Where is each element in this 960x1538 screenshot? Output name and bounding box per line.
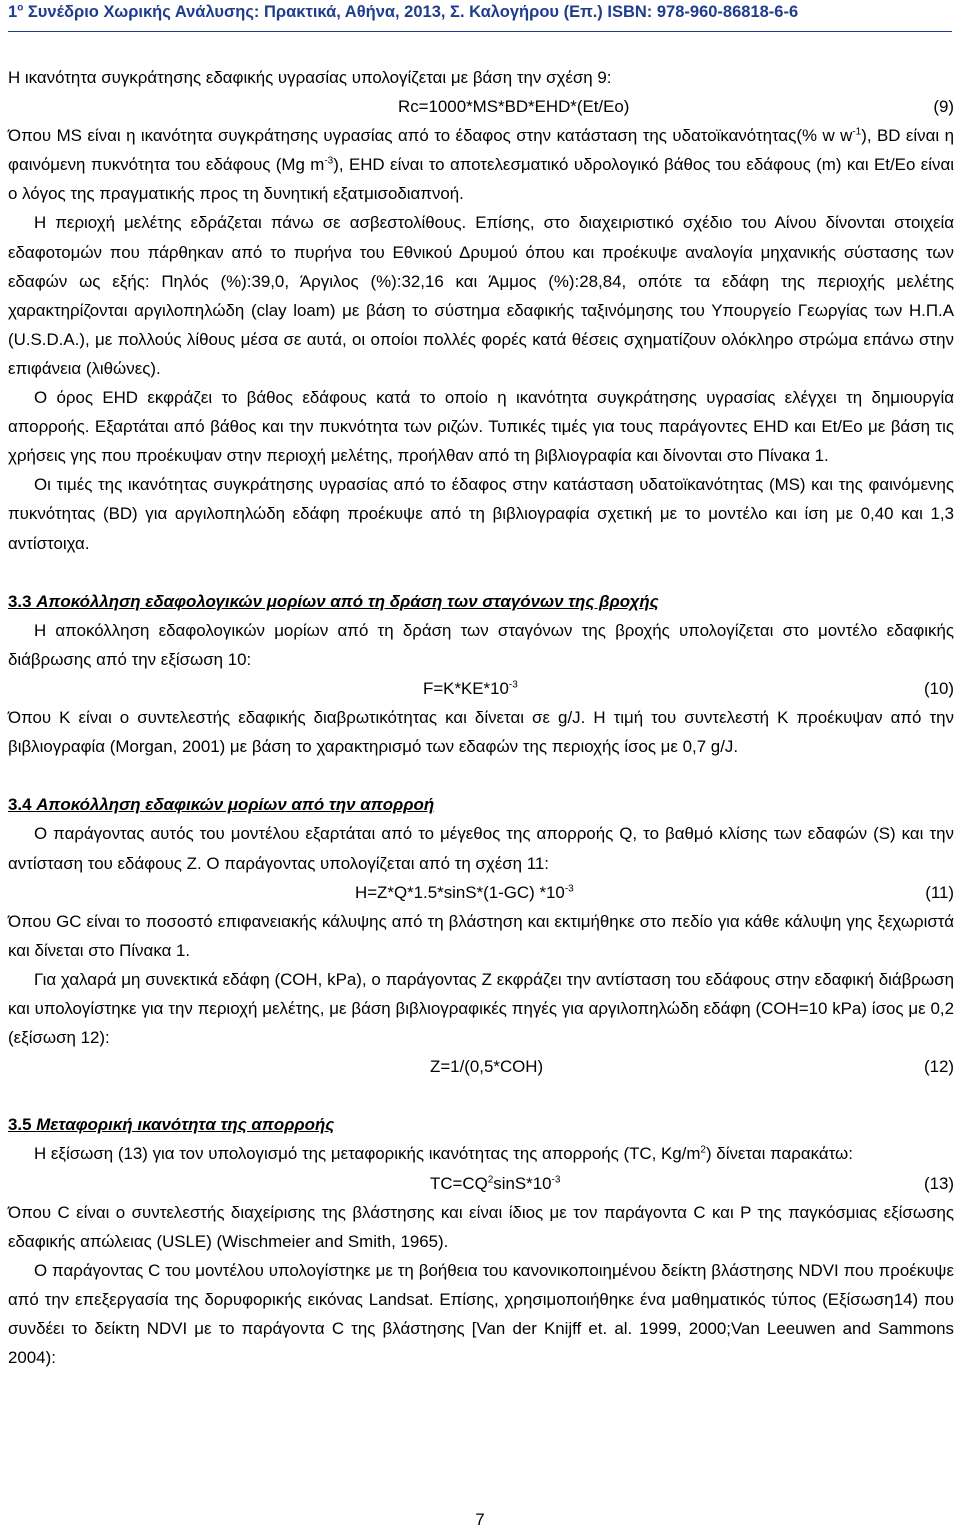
paragraph-z-factor: Για χαλαρά μη συνεκτικά εδάφη (COH, kPa), ο παράγοντας Z εκφράζει την αντίσταση του εδάφους στην εδαφική διάβρωση και υπολογίστηκε για την περιοχή μελέτης, με βάση βιβλιογραφικές πηγές για αργιλοπηλώδη εδάφη (COH=10 kPa) ίσος με 0,2 (εξίσωση 12):	[8, 969, 954, 1048]
superscript: -3	[508, 679, 518, 691]
section-number: 3.3	[8, 591, 37, 611]
superscript: 2	[700, 1144, 706, 1156]
section-number: 3.4	[8, 795, 37, 815]
text-span: ), EHD είναι το αποτελεσματικό υδρολογικό βάθος του εδάφους (m) και Et/Eo είναι ο λόγος της πραγματικής προς τη δυνητική εξατμισοδιαπνοή.	[8, 155, 954, 204]
equation-9-number: (9)	[933, 97, 954, 117]
equation-11-number: (11)	[925, 882, 954, 902]
section-heading-3-4	[8, 790, 954, 819]
paragraph-rain-detachment: Η αποκόλληση εδαφολογικών μορίων από τη δράση των σταγόνων της βροχής υπολογίζεται στο μοντέλο εδαφικής διάβρωσης από την εξίσωση 10:	[8, 620, 954, 669]
paragraph-intro-eq9: Η ικανότητα συγκράτησης εδαφικής υγρασίας υπολογίζεται με βάση την σχέση 9:	[8, 68, 612, 87]
paragraph-ms-bd-values: Οι τιμές της ικανότητας συγκράτησης υγρασίας από το έδαφος στην κατάσταση υδατοϊκανότητας (MS) και της φαινόμενης πυκνότητας (BD) για αργιλοπηλώδη εδάφη προέκυψε από τη βιβλιογραφία σχετική με το μοντέλο και ίση με 0,40 και 1,3 αντίστοιχα.	[8, 475, 954, 553]
text-span: Όπου MS είναι η ικανότητα συγκράτησης υγρασίας από το έδαφος στην κατάσταση της υδατοϊκανότητας(% w w	[8, 126, 853, 146]
paragraph-runoff-detachment: Ο παράγοντας αυτός του μοντέλου εξαρτάται από το μέγεθος της απορροής Q, το βαθμό κλίσης των εδαφών (S) και την αντίσταση του εδάφους Z. Ο παράγοντας υπολογίζεται από τη σχέση 11:	[8, 824, 954, 873]
equation-10	[8, 674, 954, 703]
formula-text: H=Z*Q*1.5*sinS*(1-GC) *10	[355, 882, 565, 902]
formula-text: sinS*10	[493, 1173, 552, 1193]
paragraph-transport-capacity	[8, 1139, 954, 1168]
section-heading-3-5	[8, 1110, 954, 1139]
equation-12-formula: Z=1/(0,5*COH)	[430, 1057, 544, 1077]
superscript: -3	[324, 155, 334, 167]
equation-9	[8, 92, 954, 121]
section-title: Αποκόλληση εδαφολογικών μορίων από τη δράση των σταγόνων της βροχής	[36, 591, 659, 611]
equation-13	[8, 1169, 954, 1198]
equation-11	[8, 878, 954, 907]
text-span: ) δίνεται παρακάτω:	[705, 1144, 853, 1164]
section-heading-3-3	[8, 587, 954, 616]
equation-11-formula	[355, 878, 574, 907]
header-publication-info: , Αθήνα, 2013, Σ. Καλογήρου (Επ.) ISBN: 978-960-86818-6-6	[336, 3, 799, 21]
section-title: Μεταφορική ικανότητα της απορροής	[36, 1115, 335, 1135]
section-number: 3.5	[8, 1115, 37, 1135]
running-header	[0, 0, 960, 38]
equation-13-number: (13)	[923, 1173, 954, 1193]
text-span: Η εξίσωση (13) για τον υπολογισμό της μεταφορικής ικανότητας της απορροής (TC, Kg/m	[34, 1144, 701, 1164]
header-rule	[8, 31, 952, 32]
header-edition-number: 1	[8, 3, 18, 21]
equation-12-number: (12)	[923, 1057, 954, 1077]
page-number: 7	[475, 1510, 485, 1529]
superscript: -3	[551, 1173, 561, 1185]
equation-9-formula: Rc=1000*MS*BD*EHD*(Et/Eo)	[398, 97, 630, 117]
paragraph-study-area: Η περιοχή μελέτης εδράζεται πάνω σε ασβεστολίθους. Επίσης, στο διαχειριστικό σχέδιο του Αίνου δίνονται στοιχεία εδαφοτομών που πάρθηκαν από το πυρήνα του Εθνικού Δρυμού όπου και προέκυψε αναλογία μηχανικής σύστασης των εδαφών ως εξής: Πηλός (%):39,0, Άργιλος (%):32,16 και Άμμος (%):28,84, οπότε τα εδάφη της περιοχής μελέτης χαρακτηρίζονται αργιλοπηλώδη (clay loam) με βάση το σύστημα εδαφικής ταξινόμησης του Υπουργείο Γεωργίας των Η.Π.Α (U.S.D.A.), με πολλούς λίθους μέσα σε αυτά, οι οποίοι πολλές φορές κατά θέσεις σχηματίζουν ολόκληρο στρώμα επάνω στην επιφάνεια (λιθώνες).	[8, 213, 954, 378]
paragraph-ndvi: Ο παράγοντας C του μοντέλου υπολογίστηκε με τη βοήθεια του κανονικοποιημένου δείκτη βλάστησης NDVI που προέκυψε από την επεξεργασία της δορυφορικής εικόνας Landsat. Επίσης, χρησιμοποιήθηκε ένα μαθηματικός τύπος (Εξίσωση14) που συνδέει το δείκτη NDVI με το παράγοντα C της βλάστησης [Van der Knijff et. al. 1999, 2000;Van Leeuwen and Sammons 2004):	[8, 1260, 954, 1368]
page-body	[8, 63, 954, 1372]
paragraph-ehd: Ο όρος EHD εκφράζει το βάθος εδάφους κατά το οποίο η ικανότητα συγκράτησης υγρασίας ελέγχει τη δημιουργία απορροής. Εξαρτάται από βάθος και την πυκνότητα των ριζών. Τυπικές τιμές για τους παράγοντες EHD και Et/Eo με βάση τις χρήσεις γης που προέκυψαν στην περιοχή μελέτης, προήλθαν από τη βιβλιογραφία και δίνονται στο Πίνακα 1.	[8, 388, 954, 466]
equation-12	[8, 1052, 954, 1081]
paragraph-ms-definition	[8, 121, 954, 208]
superscript: 2	[487, 1173, 494, 1185]
header-conference-title: Συνέδριο Χωρικής Ανάλυσης: Πρακτικά	[23, 3, 337, 21]
header-ordinal: ο	[17, 2, 24, 14]
formula-text: TC=CQ	[430, 1173, 488, 1193]
paragraph-k-definition: Όπου K είναι ο συντελεστής εδαφικής διαβρωτικότητας και δίνεται σε g/J. Η τιμή του συντελεστή K προέκυψαν από την βιβλιογραφία (Morgan, 2001) με βάση το χαρακτηρισμό των εδαφών της περιοχής ίσος με 0,7 g/J.	[8, 708, 954, 757]
superscript: -3	[564, 883, 574, 894]
section-title: Αποκόλληση εδαφικών μορίων από την απορροή	[36, 795, 435, 815]
text-span: ), BD είναι η φαινόμενη πυκνότητα του εδάφους (Mg m	[8, 126, 954, 175]
superscript: -1	[852, 126, 862, 138]
equation-13-formula	[430, 1169, 560, 1198]
paragraph-gc-definition: Όπου GC είναι το ποσοστό επιφανειακής κάλυψης από τη βλάστηση και εκτιμήθηκε στο πεδίο για κάθε κάλυψη γης ξεχωριστά και δίνεται στο Πίνακα 1.	[8, 911, 954, 960]
equation-10-number: (10)	[923, 678, 954, 698]
equation-10-formula	[423, 674, 518, 703]
paragraph-c-definition: Όπου C είναι ο συντελεστής διαχείρισης της βλάστησης και είναι ίδιος με τον παράγοντα C και P της παγκόσμιας εξίσωσης εδαφικής απώλειας (USLE) (Wischmeier and Smith, 1965).	[8, 1202, 954, 1251]
formula-text: F=K*KE*10	[423, 678, 509, 698]
